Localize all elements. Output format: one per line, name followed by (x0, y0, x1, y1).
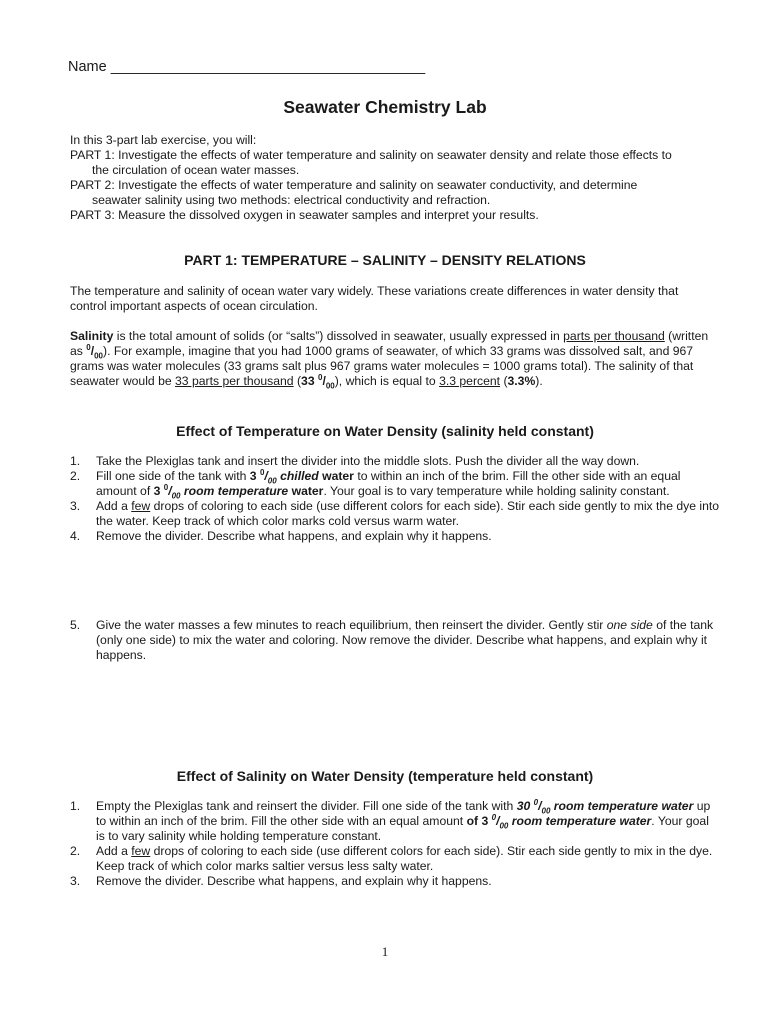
step-text: Remove the divider. Describe what happens, and explain why it happens. (96, 529, 492, 543)
amount-value: 3 (153, 484, 164, 498)
list-item (70, 499, 720, 529)
step-number: 3. (70, 874, 81, 888)
permil-sub: 00 (325, 381, 335, 391)
temperature-step-5 (70, 618, 720, 663)
text-run: Fill one side of the tank with (96, 469, 250, 483)
step-text (87, 499, 720, 529)
step-number: 4. (70, 529, 81, 543)
list-item (70, 618, 720, 663)
amount-value: 3 (249, 469, 260, 483)
intro-part2-cont: seawater salinity using two methods: electrical conductivity and refraction. (92, 193, 491, 207)
room-temp-water-emphasis: room temperature water (550, 799, 694, 813)
text-run: ( (293, 374, 302, 388)
percent-bold: 3.3% (507, 374, 536, 388)
water-bold: water (288, 484, 324, 498)
text-run: ), which is equal to (334, 374, 440, 388)
step-number: 1. (70, 454, 81, 468)
list-item (70, 799, 720, 844)
step-text (87, 844, 720, 874)
permil-sup: 0 (318, 372, 323, 382)
one-side-italic: one side (606, 618, 653, 632)
few-underlined: few (131, 499, 151, 513)
text-run: ( (500, 374, 508, 388)
text-run: Add a (96, 844, 132, 858)
text-run: drops of coloring to each side (use different colors for each side). Stir each side gently to mix the dye into the water. Keep track of which color marks cold versus warm water. (96, 499, 720, 528)
permil-sub: 00 (267, 476, 277, 486)
amount-value: 30 (516, 799, 534, 813)
step-number: 2. (70, 844, 81, 858)
permil-sup: 0 (86, 342, 91, 352)
text-run: (written as (70, 329, 709, 358)
permil-slash: / (496, 814, 500, 828)
amount-value: of 3 (466, 814, 492, 828)
text-run: Add a (96, 499, 132, 513)
list-item (70, 469, 720, 499)
step-text: Remove the divider. Describe what happens, and explain why it happens. (96, 874, 492, 888)
text-run: ). (535, 374, 543, 388)
document-title: Seawater Chemistry Lab (283, 97, 487, 117)
list-item (70, 454, 720, 469)
step-text: Take the Plexiglas tank and insert the divider into the middle slots. Push the divider all the way down. (96, 454, 640, 468)
permil-sup: 0 (259, 467, 265, 477)
text-run: of the tank (only one side) to mix the water and coloring. Now remove the divider. Describe what happens, and explain why it happens. (96, 618, 714, 662)
list-item (70, 529, 720, 544)
chilled-emphasis: chilled (276, 469, 319, 483)
permil-slash: / (538, 799, 542, 813)
text-run: up to within an inch of the brim. Fill the other side with an equal amount (96, 799, 711, 828)
list-item (70, 874, 720, 889)
page-number: 1 (381, 944, 389, 959)
salinity-paragraph (70, 329, 710, 389)
salinity-heading: Effect of Salinity on Water Density (temperature held constant) (176, 768, 594, 784)
permil-sup: 0 (533, 797, 539, 807)
part1-paragraph: The temperature and salinity of ocean water vary widely. These variations create differences in water density that control important aspects of ocean circulation. (70, 284, 679, 313)
text-run: . Your goal is to vary salinity while holding temperature constant. (96, 814, 709, 843)
room-temp-water-emphasis: room temperature water (508, 814, 652, 828)
permil-sup: 0 (163, 482, 169, 492)
salinity-steps-list (70, 799, 720, 889)
value-33: 33 (301, 374, 318, 388)
percent-underlined: 3.3 percent (439, 374, 501, 388)
step-text (87, 618, 720, 663)
permil-sub: 00 (499, 821, 509, 831)
intro-section (70, 133, 710, 223)
step-number: 2. (70, 469, 81, 483)
permil-sup: 0 (491, 812, 497, 822)
intro-part2: PART 2: Investigate the effects of water temperature and salinity on seawater conductivity, and determine (70, 178, 638, 192)
permil-sub: 00 (171, 491, 181, 501)
text-run: Empty the Plexiglas tank and reinsert the divider. Fill one side of the tank with (96, 799, 517, 813)
text-run: . Your goal is to vary temperature while holding salinity constant. (323, 484, 670, 498)
text-run: ). For example, imagine that you had 1000 grams of seawater, of which 33 grams was dissolved salt, and 967 grams was water molecules (33 grams salt plus 967 grams water molecules = 1000 grams total). The salinity of that seawater would be (70, 344, 694, 388)
room-temp-emphasis: room temperature (180, 484, 289, 498)
step-number: 3. (70, 499, 81, 513)
intro-part1: PART 1: Investigate the effects of water temperature and salinity on seawater density and relate those effects to (70, 148, 672, 162)
step-number: 5. (70, 618, 81, 632)
list-item (70, 844, 720, 874)
part1-heading: PART 1: TEMPERATURE – SALINITY – DENSITY RELATIONS (184, 252, 586, 268)
few-underlined: few (131, 844, 151, 858)
permil-slash: / (90, 344, 95, 358)
text-run: to within an inch of the brim. Fill the other side with an equal amount of (96, 469, 681, 498)
ppt-underlined: parts per thousand (563, 329, 665, 343)
text-run: Give the water masses a few minutes to reach equilibrium, then reinsert the divider. Gently stir (96, 618, 607, 632)
step-number: 1. (70, 799, 81, 813)
intro-line: In this 3-part lab exercise, you will: (70, 133, 257, 147)
permil-slash: / (322, 374, 326, 388)
permil-slash: / (168, 484, 172, 498)
intro-part1-cont: the circulation of ocean water masses. (92, 163, 300, 177)
step-text (87, 469, 720, 499)
water-bold: water (318, 469, 354, 483)
permil-slash: / (264, 469, 268, 483)
text-run: is the total amount of solids (or “salts”) dissolved in seawater, usually expressed in (113, 329, 564, 343)
text-run: drops of coloring to each side (use different colors for each side). Stir each side gently to mix in the dye. Keep track of which color marks saltier versus less salty water. (96, 844, 713, 873)
ppt-33-underlined: 33 parts per thousand (175, 374, 294, 388)
intro-part3: PART 3: Measure the dissolved oxygen in seawater samples and interpret your results. (70, 208, 539, 222)
permil-sub: 00 (541, 806, 551, 816)
name-field-line[interactable]: Name _______________________________________ (68, 59, 426, 75)
temperature-steps-list (70, 454, 720, 544)
step-text (87, 799, 720, 844)
salinity-term: Salinity (70, 329, 114, 343)
permil-sub: 00 (94, 351, 104, 361)
temperature-heading: Effect of Temperature on Water Density (salinity held constant) (176, 423, 594, 439)
